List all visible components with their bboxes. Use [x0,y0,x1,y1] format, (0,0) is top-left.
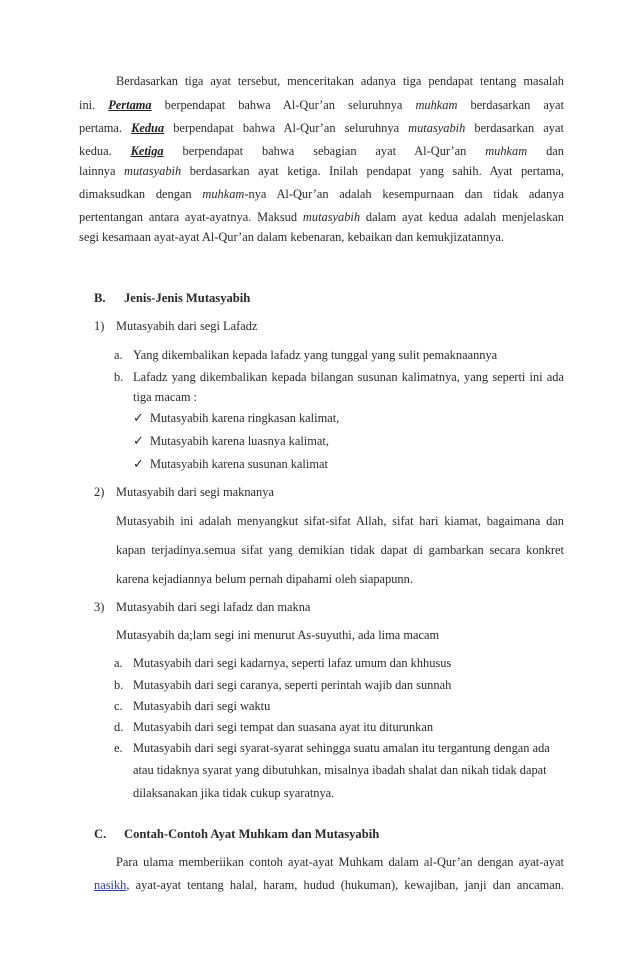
item-2-para-line-3: karena kejadiannya belum pernah dipahami oleh siapapunn. [116,572,413,586]
item-3-text: Mutasyabih dari segi lafadz dan makna [116,600,311,614]
item-3d-text: Mutasyabih dari segi tempat dan suasana ayat itu diturunkan [133,720,434,734]
check-item-2: Mutasyabih karena luasnya kalimat, [150,434,329,448]
ketiga-label: Ketiga [130,144,164,158]
item-1-marker: 1) [94,319,105,333]
item-3-intro: Mutasyabih da;lam segi ini menurut As-suyuthi, ada lima macam [116,628,440,642]
section-c-title: Contah-Contoh Ayat Muhkam dan Mutasyabih [124,827,380,841]
intro-line-4: kedua. Ketiga berpendapat bahwa sebagian ayat Al-Qur’an muhkam dan [79,144,564,158]
item-1b-marker: b. [114,370,124,384]
item-3a-text: Mutasyabih dari segi kadarnya, seperti lafaz umum dan khhusus [133,656,452,670]
item-3e-line-3: dilaksanakan jika tidak cukup syaratnya. [133,786,335,800]
intro-line-8: segi kesamaan ayat-ayat Al-Qur’an dalam kebenaran, kebaikan dan kemukjizatannya. [79,230,504,244]
item-3c-marker: c. [114,699,123,713]
item-1a-marker: a. [114,348,123,362]
checkmark-icon: ✓ [133,433,144,448]
section-c-line-1: Para ulama memberiikan contoh ayat-ayat Muhkam dalam al-Qur’an dengan ayat-ayat [116,855,564,869]
checkmark-icon: ✓ [133,410,144,425]
section-b-marker: B. [94,291,106,305]
item-1-text: Mutasyabih dari segi Lafadz [116,319,258,333]
item-3d-marker: d. [114,720,124,734]
intro-line-5: lainnya mutasyabih berdasarkan ayat ketiga. Inilah pendapat yang sahih. Ayat pertama, [79,164,564,178]
item-3e-line-2: atau tidaknya syarat yang dibutuhkan, misalnya ibadah shalat dan nikah tidak dapat [133,763,547,777]
nasikh-link[interactable]: nasikh [94,878,127,892]
item-1b-line-1: Lafadz yang dikembalikan kepada bilangan susunan kalimatnya, yang seperti ini ada [133,370,564,384]
item-2-text: Mutasyabih dari segi maknanya [116,485,274,499]
item-1a-text: Yang dikembalikan kepada lafadz yang tunggal yang sulit pemaknaannya [133,348,498,362]
check-item-1: Mutasyabih karena ringkasan kalimat, [150,411,340,425]
kedua-label: Kedua [131,121,165,135]
item-2-para-line-1: Mutasyabih ini adalah menyangkut sifat-sifat Allah, sifat hari kiamat, bagaimana dan [116,514,564,528]
checkmark-icon: ✓ [133,456,144,471]
section-b-title: Jenis-Jenis Mutasyabih [124,291,251,305]
item-3e-marker: e. [114,741,123,755]
check-item-3: Mutasyabih karena susunan kalimat [150,457,328,471]
intro-line-7: pertentangan antara ayat-ayatnya. Maksud mutasyabih dalam ayat kedua adalah menjelaskan [79,210,564,224]
item-3b-marker: b. [114,678,124,692]
item-2-para-line-2: kapan terjadinya.semua sifat yang demikian tidak dapat di gambarkan secara konkret [116,543,564,557]
item-3b-text: Mutasyabih dari segi caranya, seperti perintah wajib dan sunnah [133,678,452,692]
item-1b-line-2: tiga macam : [133,390,197,404]
intro-line-6: dimaksudkan dengan muhkam-nya Al-Qur’an adalah kesempurnaan dan tidak adanya [79,187,564,201]
item-2-marker: 2) [94,485,105,499]
item-3a-marker: a. [114,656,123,670]
intro-line-1: Berdasarkan tiga ayat tersebut, menceritakan adanya tiga pendapat tentang masalah [116,74,564,88]
pertama-label: Pertama [108,98,152,112]
item-3e-line-1: Mutasyabih dari segi syarat-syarat sehingga suatu amalan itu tergantung dengan ada [133,741,550,755]
item-3c-text: Mutasyabih dari segi waktu [133,699,271,713]
section-c-line-2: nasikh, ayat-ayat tentang halal, haram, hudud (hukuman), kewajiban, janji dan ancaman. [94,878,564,892]
intro-line-2: ini. Pertama berpendapat bahwa Al-Qur’an seluruhnya muhkam berdasarkan ayat [79,98,564,112]
section-c-marker: C. [94,827,107,841]
item-3-marker: 3) [94,600,105,614]
intro-line-3: pertama. Kedua berpendapat bahwa Al-Qur’an seluruhnya mutasyabih berdasarkan ayat [79,121,564,135]
